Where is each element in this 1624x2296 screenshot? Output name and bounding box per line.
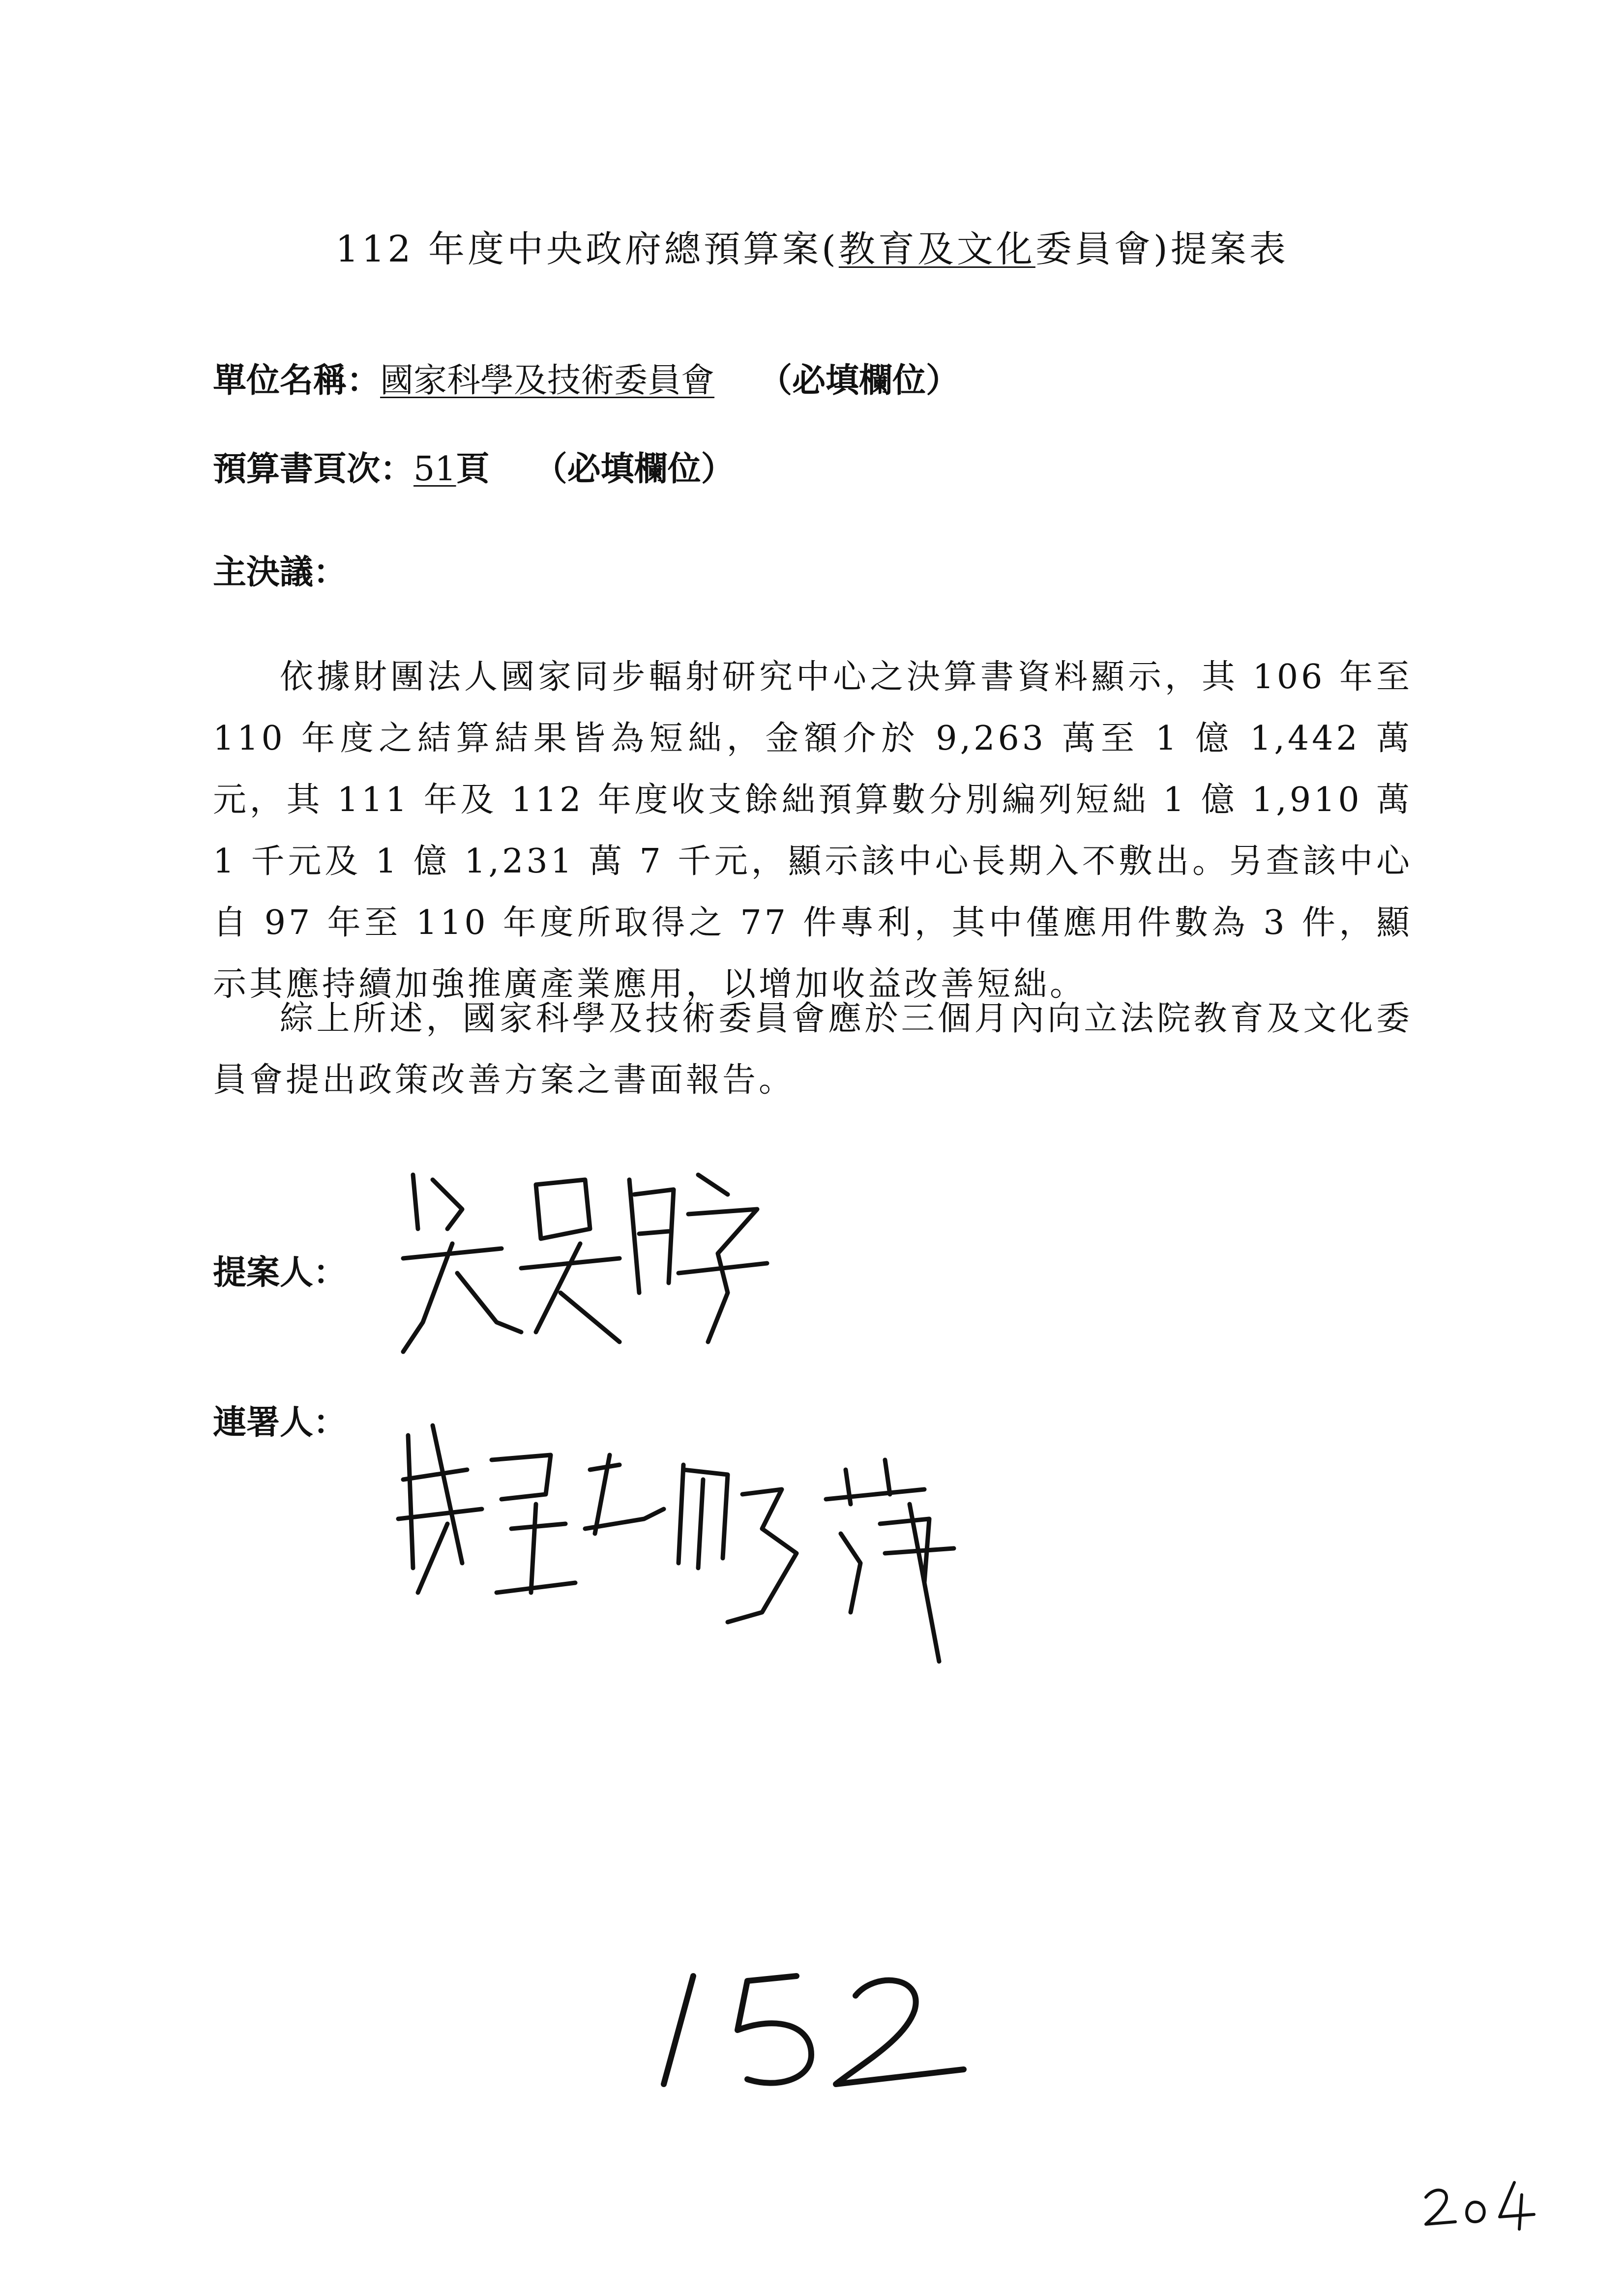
title-suffix: 委員會)提案表: [1035, 228, 1289, 270]
proposer-label: 提案人：: [213, 1253, 347, 1292]
page-number-handwritten: [1421, 2175, 1539, 2234]
cosigner-label: 連署人：: [213, 1403, 347, 1442]
proposer-signature: [374, 1145, 816, 1366]
unit-name-field: [213, 361, 960, 400]
title-committee: 教育及文化: [838, 228, 1035, 270]
unit-required-note: （必填欄位）: [759, 361, 960, 400]
resolution-paragraph-2: 綜上所述，國家科學及技術委員會應於三個月內向立法院教育及文化委員會提出政策改善方案之書面報告。: [213, 999, 1413, 1100]
resolution-paragraph-1: 依據財團法人國家同步輻射研究中心之決算書資料顯示，其 106 年至 110 年度之結算結果皆為短絀，金額介於 9,263 萬至 1 億 1,442 萬元，其 111 年及 112 年度收支餘絀預算數分別編列短絀 1 億 1,910 萬 1 千元及 1 億 1,231 萬 7 千元，顯示該中心長期入不敷出。另查該中心自 97 年至 110 年度所取得之 77 件專利，其中僅應用件數為 3 件，顯示其應持續加強推廣產業應用，以增加收益改善短絀。: [213, 658, 1413, 1004]
resolution-heading: 主決議：: [213, 552, 347, 592]
budget-page-label: 預算書頁次：: [213, 449, 414, 489]
unit-name-value: 國家科學及技術委員會: [380, 361, 715, 400]
page-title: [0, 228, 1624, 270]
budget-page-required-note: （必填欄位）: [533, 449, 735, 489]
budget-page-unit: 頁: [456, 449, 490, 489]
title-prefix: 112 年度中央政府總預算案(: [335, 228, 839, 270]
unit-name-label: 單位名稱：: [213, 361, 381, 400]
budget-page-value: 51: [413, 450, 456, 489]
cosigner-signatures: [388, 1406, 1028, 1681]
handwritten-number: [649, 1956, 1003, 2114]
budget-page-field: [213, 449, 735, 489]
